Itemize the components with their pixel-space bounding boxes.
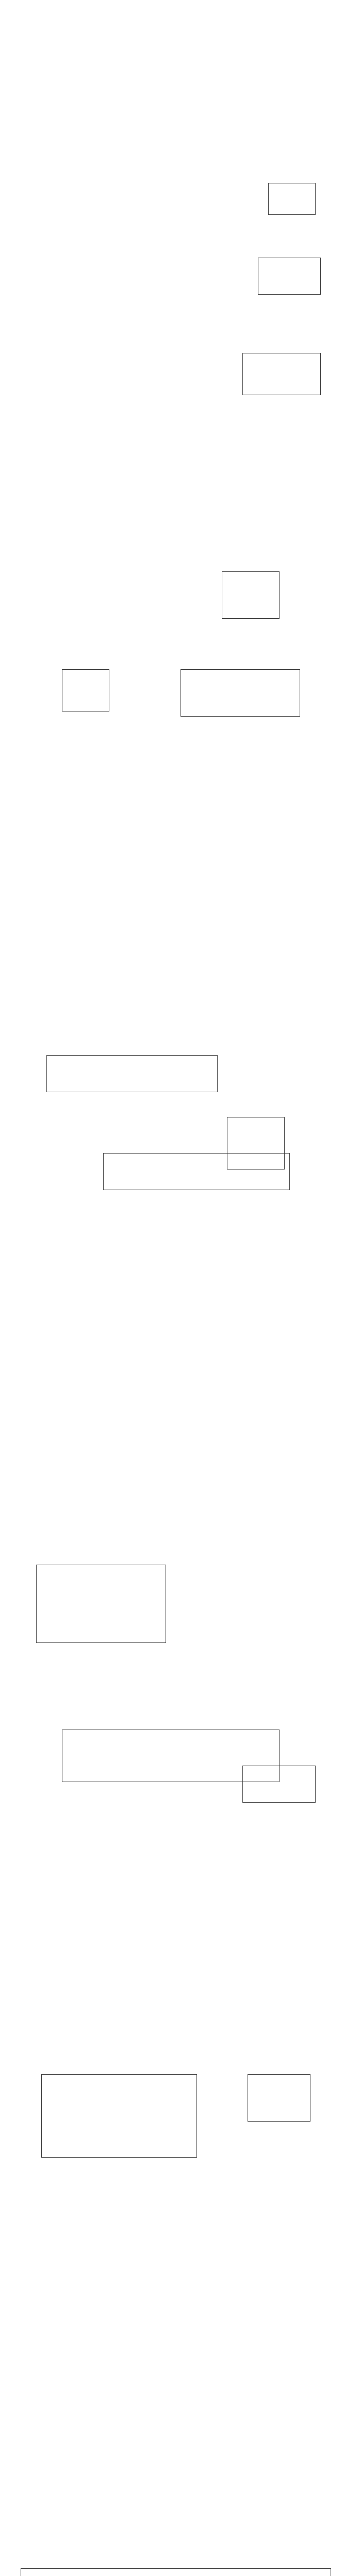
question-line bbox=[21, 1657, 352, 1662]
question-line bbox=[21, 1416, 352, 1420]
question-line bbox=[9, 886, 352, 890]
question-line bbox=[21, 2115, 352, 2120]
question-line bbox=[9, 803, 352, 808]
question-line bbox=[21, 1534, 352, 1538]
question-line bbox=[21, 108, 352, 113]
question-line bbox=[21, 1647, 352, 1652]
question-line bbox=[21, 834, 352, 839]
question-line bbox=[21, 1688, 352, 1693]
exam-page-1 bbox=[0, 0, 361, 499]
question-line bbox=[21, 1565, 352, 1569]
question-line bbox=[21, 1333, 352, 1338]
question-line bbox=[21, 1189, 352, 1194]
question-line bbox=[21, 1405, 352, 1410]
question-line bbox=[21, 448, 352, 453]
question-line bbox=[9, 2342, 352, 2347]
question-line bbox=[21, 1812, 352, 1817]
question-line bbox=[21, 2414, 352, 2419]
question-line bbox=[21, 1853, 352, 1858]
question-line bbox=[9, 1014, 352, 1019]
question-line bbox=[21, 1874, 352, 1878]
question-line bbox=[9, 88, 352, 92]
question-line bbox=[21, 2394, 352, 2398]
question-line bbox=[21, 1575, 352, 1580]
question-line bbox=[21, 1915, 352, 1920]
question-line bbox=[21, 2198, 352, 2202]
question-line bbox=[21, 1323, 352, 1328]
question-line bbox=[21, 577, 352, 581]
question-line bbox=[21, 2208, 352, 2213]
question-line bbox=[9, 294, 352, 298]
question-line bbox=[21, 772, 352, 777]
question-line bbox=[21, 149, 352, 154]
question-line bbox=[9, 2260, 352, 2264]
question-line bbox=[21, 160, 352, 164]
question-line bbox=[21, 814, 352, 818]
question-line bbox=[9, 2136, 352, 2141]
question-line bbox=[21, 566, 352, 571]
question-line bbox=[21, 1076, 352, 1080]
question-line bbox=[21, 2363, 352, 2367]
question-line bbox=[21, 1364, 352, 1369]
question-line bbox=[21, 1709, 352, 1714]
question-line bbox=[9, 515, 352, 519]
question-line bbox=[9, 129, 352, 133]
question-line bbox=[21, 1282, 352, 1286]
question-line bbox=[21, 242, 352, 247]
question-line bbox=[9, 1884, 352, 1889]
question-line bbox=[21, 783, 352, 787]
question-line bbox=[21, 710, 352, 715]
question-line bbox=[9, 376, 352, 381]
question-line bbox=[21, 1251, 352, 1256]
question-line bbox=[21, 618, 352, 622]
question-line bbox=[21, 1045, 352, 1049]
question-line bbox=[21, 283, 352, 288]
question-line bbox=[21, 1117, 352, 1122]
question-line bbox=[21, 1168, 352, 1173]
question-line bbox=[21, 1313, 352, 1317]
question-line bbox=[21, 1272, 352, 1276]
question-line bbox=[21, 690, 352, 694]
question-line bbox=[21, 896, 352, 901]
question-line bbox=[21, 1024, 352, 1029]
question-line bbox=[21, 865, 352, 870]
question-line bbox=[21, 2291, 352, 2295]
question-line bbox=[21, 2532, 352, 2537]
question-line bbox=[21, 57, 352, 61]
question-line bbox=[21, 2332, 352, 2336]
question-line bbox=[21, 1158, 352, 1163]
question-line bbox=[9, 1055, 352, 1060]
question-line bbox=[21, 2033, 352, 2038]
question-line bbox=[21, 1086, 352, 1091]
question-line bbox=[9, 1179, 352, 1183]
question-line bbox=[21, 700, 352, 705]
question-line bbox=[9, 1554, 352, 1559]
question-line bbox=[21, 438, 352, 443]
question-line bbox=[9, 1138, 352, 1142]
question-line bbox=[21, 793, 352, 798]
question-line bbox=[9, 844, 352, 849]
question-line bbox=[21, 314, 352, 319]
question-line bbox=[9, 1843, 352, 1848]
question-line bbox=[21, 607, 352, 612]
question-line bbox=[21, 2105, 352, 2110]
question-line bbox=[9, 721, 352, 725]
exam-page-4 bbox=[0, 1498, 361, 1997]
question-line bbox=[21, 2280, 352, 2285]
question-line bbox=[21, 2126, 352, 2130]
question-line bbox=[21, 2249, 352, 2254]
question-line bbox=[21, 1375, 352, 1379]
exam-page-3 bbox=[0, 998, 361, 1498]
question-line bbox=[9, 556, 352, 561]
question-line bbox=[9, 2553, 352, 2557]
question-line bbox=[9, 1261, 352, 1266]
question-line bbox=[21, 304, 352, 309]
question-line bbox=[21, 263, 352, 267]
question-line bbox=[21, 1616, 352, 1621]
question-line bbox=[9, 1760, 352, 1765]
exam-page-6 bbox=[0, 2496, 361, 2576]
question-line bbox=[21, 2404, 352, 2409]
question-line bbox=[9, 2054, 352, 2058]
question-line bbox=[9, 638, 352, 643]
question-line bbox=[21, 1230, 352, 1235]
question-line bbox=[21, 1606, 352, 1611]
question-line bbox=[21, 2373, 352, 2378]
question-line bbox=[9, 680, 352, 684]
question-line bbox=[21, 407, 352, 412]
question-line bbox=[21, 1107, 352, 1111]
question-line bbox=[21, 1626, 352, 1631]
question-line bbox=[21, 535, 352, 540]
question-line bbox=[21, 2543, 352, 2547]
question-line bbox=[21, 525, 352, 530]
question-line bbox=[21, 1740, 352, 1744]
question-line bbox=[21, 1822, 352, 1827]
question-line bbox=[21, 232, 352, 236]
question-line bbox=[21, 1241, 352, 1245]
question-line bbox=[21, 2023, 352, 2027]
question-line bbox=[21, 1544, 352, 1549]
question-line bbox=[21, 201, 352, 206]
question-line bbox=[21, 1699, 352, 1703]
question-line bbox=[21, 98, 352, 103]
exam-page-2 bbox=[0, 499, 361, 998]
question-line bbox=[21, 2084, 352, 2089]
question-line bbox=[9, 2177, 352, 2182]
question-line bbox=[21, 366, 352, 370]
question-line bbox=[21, 1833, 352, 1837]
question-line bbox=[21, 1791, 352, 1796]
question-line bbox=[21, 77, 352, 82]
question-line bbox=[21, 355, 352, 360]
question-line bbox=[21, 587, 352, 591]
question-line bbox=[21, 2321, 352, 2326]
exam-page-5 bbox=[0, 1997, 361, 2496]
question-line bbox=[21, 906, 352, 911]
question-line bbox=[21, 2167, 352, 2172]
question-line bbox=[21, 1210, 352, 1214]
question-line bbox=[21, 139, 352, 144]
question-line bbox=[21, 2064, 352, 2069]
question-line bbox=[9, 335, 352, 340]
question-line bbox=[21, 191, 352, 195]
question-line bbox=[9, 2301, 352, 2306]
question-line bbox=[9, 2095, 352, 2099]
question-line bbox=[21, 2311, 352, 2316]
question-line bbox=[21, 1781, 352, 1786]
question-line bbox=[21, 2188, 352, 2192]
question-line bbox=[21, 2352, 352, 2357]
question-line bbox=[21, 546, 352, 550]
question-line bbox=[9, 1096, 352, 1101]
question-line bbox=[21, 1863, 352, 1868]
question-line bbox=[9, 252, 352, 257]
question-line bbox=[9, 597, 352, 602]
question-line bbox=[21, 1035, 352, 1039]
question-line bbox=[21, 1905, 352, 1909]
question-line bbox=[21, 386, 352, 391]
question-line bbox=[21, 273, 352, 278]
question-line bbox=[9, 211, 352, 216]
question-line bbox=[21, 2229, 352, 2233]
question-line bbox=[9, 762, 352, 767]
figure-1-1 bbox=[268, 183, 316, 215]
question-line bbox=[21, 875, 352, 880]
question-line bbox=[21, 67, 352, 72]
question-line bbox=[21, 1730, 352, 1734]
question-line bbox=[21, 222, 352, 226]
question-line bbox=[9, 46, 352, 51]
question-line bbox=[21, 2157, 352, 2161]
question-line bbox=[21, 428, 352, 432]
question-line bbox=[21, 118, 352, 123]
question-line bbox=[9, 2012, 352, 2017]
question-line bbox=[21, 397, 352, 401]
question-line bbox=[9, 1719, 352, 1724]
question-line bbox=[9, 1802, 352, 1806]
question-line bbox=[21, 2074, 352, 2079]
question-line bbox=[21, 2043, 352, 2048]
question-line bbox=[9, 2383, 352, 2388]
question-line bbox=[21, 2573, 352, 2576]
question-line bbox=[21, 2146, 352, 2151]
question-line bbox=[21, 1750, 352, 1755]
question-line bbox=[9, 1678, 352, 1683]
question-line bbox=[21, 1894, 352, 1899]
question-line bbox=[21, 1523, 352, 1528]
question-line bbox=[9, 1385, 352, 1389]
question-line bbox=[21, 1354, 352, 1359]
question-line bbox=[21, 2522, 352, 2527]
question-line bbox=[21, 917, 352, 921]
question-line bbox=[21, 741, 352, 746]
question-line bbox=[9, 1302, 352, 1307]
question-line bbox=[21, 1668, 352, 1672]
question-line bbox=[9, 1344, 352, 1348]
question-line bbox=[21, 1771, 352, 1775]
question-line bbox=[9, 417, 352, 422]
question-line bbox=[9, 1637, 352, 1641]
question-line bbox=[21, 1199, 352, 1204]
question-line bbox=[21, 659, 352, 664]
question-line bbox=[9, 2512, 352, 2516]
question-line bbox=[9, 170, 352, 175]
question-line bbox=[21, 180, 352, 185]
question-line bbox=[21, 669, 352, 674]
question-line bbox=[9, 1596, 352, 1600]
question-line bbox=[21, 1127, 352, 1132]
question-line bbox=[21, 1065, 352, 1070]
question-line bbox=[21, 325, 352, 329]
question-line bbox=[21, 628, 352, 633]
question-line bbox=[21, 855, 352, 859]
question-line bbox=[21, 1585, 352, 1590]
question-line bbox=[21, 345, 352, 350]
question-line bbox=[21, 2563, 352, 2568]
question-line bbox=[21, 1148, 352, 1153]
question-line bbox=[9, 1220, 352, 1225]
question-line bbox=[21, 649, 352, 653]
question-line bbox=[21, 2239, 352, 2244]
question-line bbox=[9, 1513, 352, 1518]
question-line bbox=[21, 1292, 352, 1297]
question-line bbox=[9, 2218, 352, 2223]
question-line bbox=[21, 824, 352, 828]
question-line bbox=[21, 731, 352, 736]
question-line bbox=[21, 752, 352, 756]
question-line bbox=[21, 2270, 352, 2275]
question-line bbox=[21, 1395, 352, 1400]
